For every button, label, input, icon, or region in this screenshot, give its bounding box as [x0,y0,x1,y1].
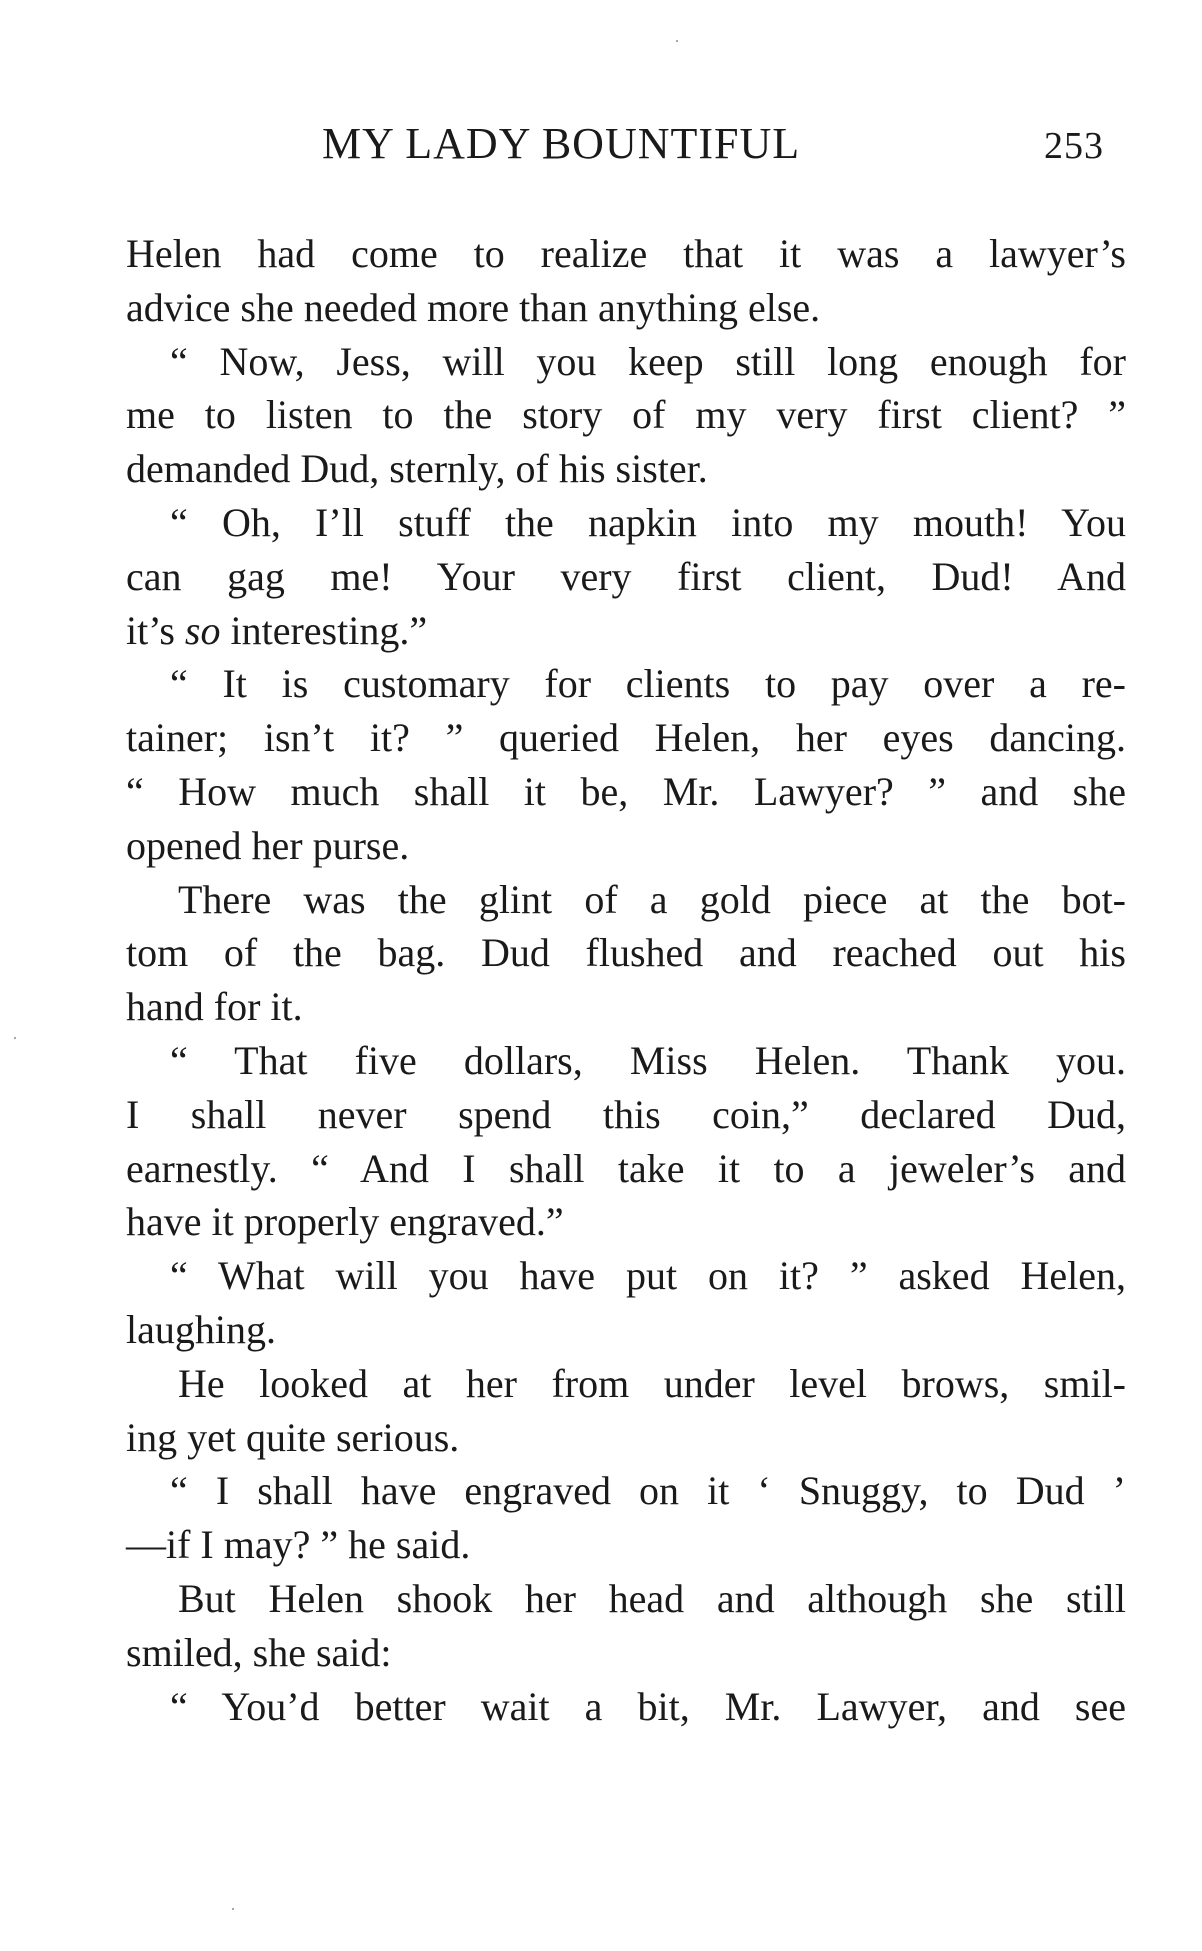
text-line: Helen had come to realize that it was a lawyer’s [126,231,1126,276]
running-head [0,118,1202,178]
text-line: “ You’d better wait a bit, Mr. Lawyer, and see [170,1683,1126,1729]
text-line: “ How much shall it be, Mr. Lawyer? ” and she [126,768,1126,814]
text-line: tom of the bag. Dud flushed and reached out his [126,930,1126,976]
scan-speck [232,1908,234,1910]
text-line: “ That five dollars, Miss Helen. Thank you. [170,1037,1126,1083]
text-line: But Helen shook her head and although she still [178,1575,1126,1621]
text-line: have it properly engraved.” [126,1199,564,1245]
text-line: earnestly. “ And I shall take it to a jeweler’s and [126,1145,1126,1191]
text-line: “ What will you have put on it? ” asked Helen, [170,1253,1126,1299]
text-line: hand for it. [126,984,303,1030]
text-line: smiled, she said: [126,1629,392,1675]
text-fragment: interesting.” [220,607,428,653]
text-line: me to listen to the story of my very first client? ” [126,392,1126,438]
text-line: “ I shall have engraved on it ‘ Snuggy, to Dud ’ [170,1468,1126,1514]
text-line: laughing. [126,1306,276,1352]
text-line: There was the glint of a gold piece at the bot- [178,876,1126,922]
text-line: “ Now, Jess, will you keep still long enough for [170,338,1126,384]
text-line: can gag me! Your very first client, Dud! And [126,553,1126,599]
italic-word: so [184,607,221,653]
text-line: —if I may? ” he said. [126,1522,471,1568]
scan-speck [676,40,678,42]
text-fragment: it’s [126,607,185,653]
text-line: “ It is customary for clients to pay over a re- [170,661,1126,707]
text-line: advice she needed more than anything else. [126,284,821,330]
text-line: I shall never spend this coin,” declared Dud, [126,1091,1126,1137]
page-number: 253 [1044,125,1104,167]
text-line [126,604,1126,658]
text-line: demanded Dud, sternly, of his sister. [126,446,708,492]
text-line: ing yet quite serious. [126,1414,460,1460]
text-line: opened her purse. [126,822,410,868]
running-title: MY LADY BOUNTIFUL [322,119,801,168]
text-line: He looked at her from under level brows, smil- [178,1360,1126,1406]
text-line: “ Oh, I’ll stuff the napkin into my mouth! You [170,499,1126,545]
body-text [126,227,1126,1729]
text-line: tainer; isn’t it? ” queried Helen, her eyes dancing. [126,715,1126,761]
scan-speck [14,1037,16,1039]
